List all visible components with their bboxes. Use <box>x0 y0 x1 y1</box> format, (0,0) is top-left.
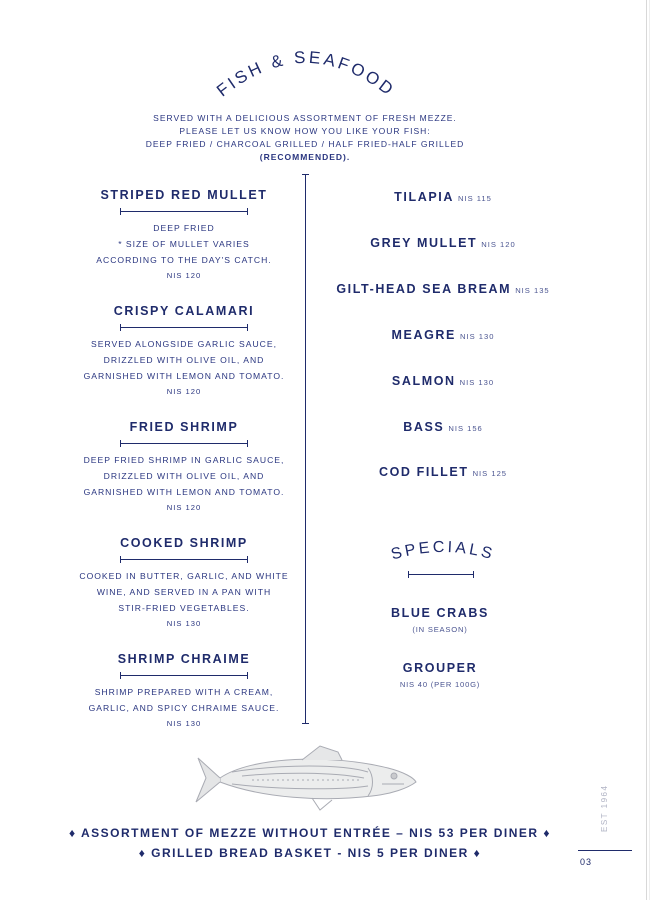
intro-line <box>100 138 510 164</box>
description-line: SHRIMP PREPARED WITH A CREAM, <box>94 687 274 697</box>
dish-name: TILAPIA <box>394 190 454 204</box>
dish-name: COOKED SHRIMP <box>120 536 248 550</box>
description-line: STIR-FRIED VEGETABLES. <box>118 603 250 613</box>
section-title-text: FISH & SEAFOOD <box>213 47 399 101</box>
description-line: SERVED ALONGSIDE GARLIC SAUCE, <box>90 339 277 349</box>
intro-line: SERVED WITH A DELICIOUS ASSORTMENT OF FRESH MEZZE. <box>153 113 457 123</box>
dish-price: NIS 130 <box>166 619 202 628</box>
dish-name: COD FILLET <box>378 465 469 479</box>
dish-price: NIS 120 <box>166 503 202 512</box>
page-number: 03 <box>580 857 593 867</box>
dish-name: BLUE CRABS <box>391 606 489 620</box>
description-line: DEEP FRIED <box>153 223 215 233</box>
recommended-label: (RECOMMENDED). <box>259 152 351 162</box>
dish-description <box>74 684 294 716</box>
page-number-rule <box>578 850 632 851</box>
dish-name: GROUPER <box>402 661 478 675</box>
dish-name: MEAGRE <box>391 328 456 342</box>
description-line: GARNISHED WITH LEMON AND TOMATO. <box>83 371 285 381</box>
dish-price: NIS 120 <box>481 240 516 249</box>
description-line: ACCORDING TO THE DAY'S CATCH. <box>96 255 272 265</box>
dish-price: NIS 130 <box>166 719 202 728</box>
dish-price: NIS 120 <box>166 271 202 280</box>
column-divider <box>305 174 306 724</box>
est-label-text: EST 1964 <box>600 784 609 832</box>
dish-name: STRIPED RED MULLET <box>100 188 268 202</box>
description-line: COOKED IN BUTTER, GARLIC, AND WHITE <box>79 571 289 581</box>
page-edge <box>646 0 647 900</box>
dish-name: FRIED SHRIMP <box>129 420 239 434</box>
dish-fried-shrimp <box>74 420 294 516</box>
description-line: DRIZZLED WITH OLIVE OIL, AND <box>103 355 265 365</box>
est-label <box>576 780 636 840</box>
description-line: DRIZZLED WITH OLIVE OIL, AND <box>103 471 265 481</box>
dish-name: GREY MULLET <box>370 236 478 250</box>
dish-name: SALMON <box>391 374 456 388</box>
dish-cooked-shrimp <box>74 536 294 632</box>
dish-cod-fillet <box>318 463 568 481</box>
footer-mezze-note: ♦ ASSORTMENT OF MEZZE WITHOUT ENTRÉE – NIS 53 PER DINER ♦ <box>69 826 551 840</box>
dish-note: (IN SEASON) <box>412 625 468 634</box>
dish-striped-red-mullet <box>74 188 294 284</box>
fish-illustration <box>192 742 422 814</box>
dish-price: NIS 156 <box>448 424 483 433</box>
divider <box>120 211 248 212</box>
dish-price: NIS 125 <box>472 469 508 478</box>
footer-bread-note: ♦ GRILLED BREAD BASKET - NIS 5 PER DINER ♦ <box>138 846 482 860</box>
dish-meagre <box>318 326 568 344</box>
dish-note: NIS 40 (PER 100G) <box>399 680 481 689</box>
description-line: DEEP FRIED SHRIMP IN GARLIC SAUCE, <box>83 455 285 465</box>
divider <box>120 675 248 676</box>
dish-description <box>74 220 294 268</box>
svg-text:SPECIALS <box>389 539 497 564</box>
dish-description <box>74 568 294 616</box>
dish-bass <box>318 418 568 436</box>
special-blue-crabs <box>340 606 540 634</box>
dish-gilt-head-sea-bream <box>318 280 568 298</box>
dish-name: BASS <box>403 420 445 434</box>
special-grouper <box>340 661 540 689</box>
specials-title <box>378 528 508 568</box>
dish-price: NIS 130 <box>460 332 495 341</box>
page-edge <box>649 0 650 900</box>
specials-title-text: SPECIALS <box>389 538 497 564</box>
dish-price: NIS 135 <box>515 286 550 295</box>
intro-line: PLEASE LET US KNOW HOW YOU LIKE YOUR FISH: <box>179 126 431 136</box>
svg-text:FISH & SEAFOOD <box>213 48 399 101</box>
dish-price: NIS 115 <box>457 194 492 203</box>
dish-tilapia <box>318 188 568 206</box>
dish-name: GILT-HEAD SEA BREAM <box>336 282 512 296</box>
description-line: * SIZE OF MULLET VARIES <box>118 239 250 249</box>
dish-description <box>74 452 294 500</box>
divider <box>120 327 248 328</box>
dish-name: CRISPY CALAMARI <box>113 304 255 318</box>
dish-grey-mullet <box>318 234 568 252</box>
dish-price: NIS 120 <box>166 387 202 396</box>
divider <box>408 574 474 575</box>
dish-crispy-calamari <box>74 304 294 400</box>
description-line: WINE, AND SERVED IN A PAN WITH <box>96 587 272 597</box>
divider <box>120 559 248 560</box>
dish-salmon <box>318 372 568 390</box>
cooking-options: DEEP FRIED / CHARCOAL GRILLED / HALF FRIED-HALF GRILLED <box>145 139 465 149</box>
description-line: GARLIC, AND SPICY CHRAIME SAUCE. <box>88 703 280 713</box>
dish-description <box>74 336 294 384</box>
divider <box>120 443 248 444</box>
dish-shrimp-chraime <box>74 652 294 732</box>
dish-name: SHRIMP CHRAIME <box>117 652 251 666</box>
description-line: GARNISHED WITH LEMON AND TOMATO. <box>83 487 285 497</box>
dish-price: NIS 130 <box>459 378 495 387</box>
section-title <box>196 30 416 110</box>
intro-text <box>100 112 510 164</box>
